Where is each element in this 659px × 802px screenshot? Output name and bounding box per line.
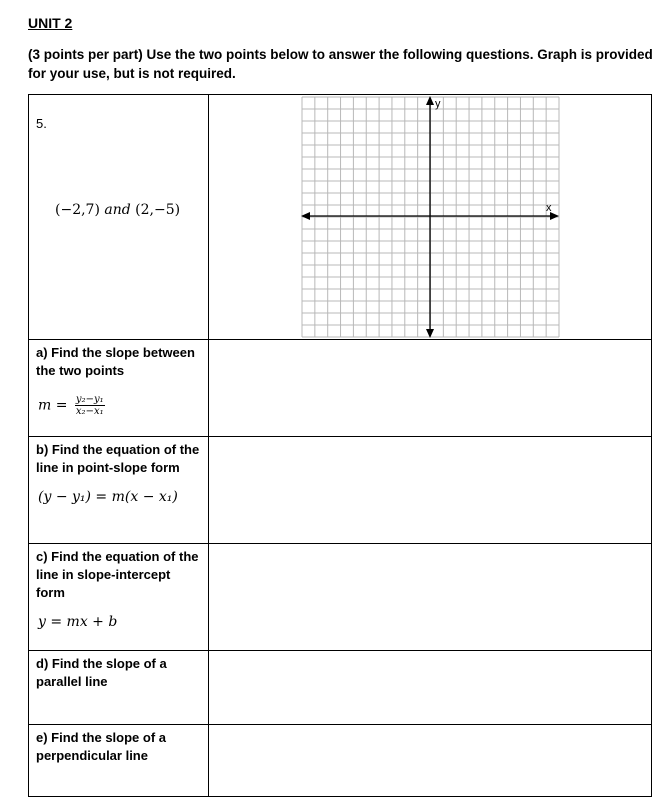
part-c-answer-area[interactable] bbox=[209, 544, 652, 651]
slope-formula bbox=[29, 394, 208, 417]
part-c-question bbox=[29, 544, 209, 651]
part-d-label: d) Find the slope of a parallel line bbox=[36, 656, 167, 689]
part-b-answer-area[interactable] bbox=[209, 437, 652, 544]
part-a-answer-area[interactable] bbox=[209, 340, 652, 437]
part-a-label: a) Find the slope between the two points bbox=[36, 345, 195, 378]
slope-equals: = bbox=[55, 397, 68, 414]
worksheet-table bbox=[28, 94, 652, 797]
question-number: 5. bbox=[36, 116, 47, 131]
point-1: (−2,7) bbox=[55, 202, 100, 218]
instructions: (3 points per part) Use the two points below to answer the following questions. Graph is provided for your use, but is not required. bbox=[28, 47, 653, 81]
part-b-label: b) Find the equation of the line in point-slope form bbox=[36, 442, 200, 475]
part-c-label: c) Find the equation of the line in slope-intercept form bbox=[36, 549, 199, 600]
part-e-label: e) Find the slope of a perpendicular line bbox=[36, 730, 167, 763]
point-2: (2,−5) bbox=[135, 202, 181, 218]
slope-m: m bbox=[38, 397, 52, 414]
x-axis-label: x bbox=[546, 202, 552, 214]
graph-cell[interactable] bbox=[209, 95, 652, 340]
given-points bbox=[55, 202, 180, 218]
slope-intercept-formula: y = mx + b bbox=[38, 614, 118, 630]
part-d-question bbox=[29, 651, 209, 725]
problem-row bbox=[29, 95, 652, 340]
points-connector: and bbox=[104, 202, 131, 218]
part-e-question bbox=[29, 725, 209, 797]
part-b-row bbox=[29, 437, 652, 544]
part-e-row bbox=[29, 725, 652, 797]
part-e-answer-area[interactable] bbox=[209, 725, 652, 797]
unit-title: UNIT 2 bbox=[28, 15, 73, 31]
point-slope-formula: (y − y₁) = m(x − x₁) bbox=[38, 489, 178, 505]
slope-numerator: y₂−y₁ bbox=[75, 394, 104, 405]
part-b-question bbox=[29, 437, 209, 544]
slope-fraction bbox=[75, 394, 105, 417]
part-c-row bbox=[29, 544, 652, 651]
part-d-row bbox=[29, 651, 652, 725]
y-axis-label: y bbox=[435, 98, 441, 110]
coordinate-grid[interactable] bbox=[209, 95, 652, 339]
slope-denominator: x₂−x₁ bbox=[75, 406, 104, 417]
part-a-row bbox=[29, 340, 652, 437]
part-d-answer-area[interactable] bbox=[209, 651, 652, 725]
problem-cell bbox=[29, 95, 209, 340]
part-a-question bbox=[29, 340, 209, 437]
